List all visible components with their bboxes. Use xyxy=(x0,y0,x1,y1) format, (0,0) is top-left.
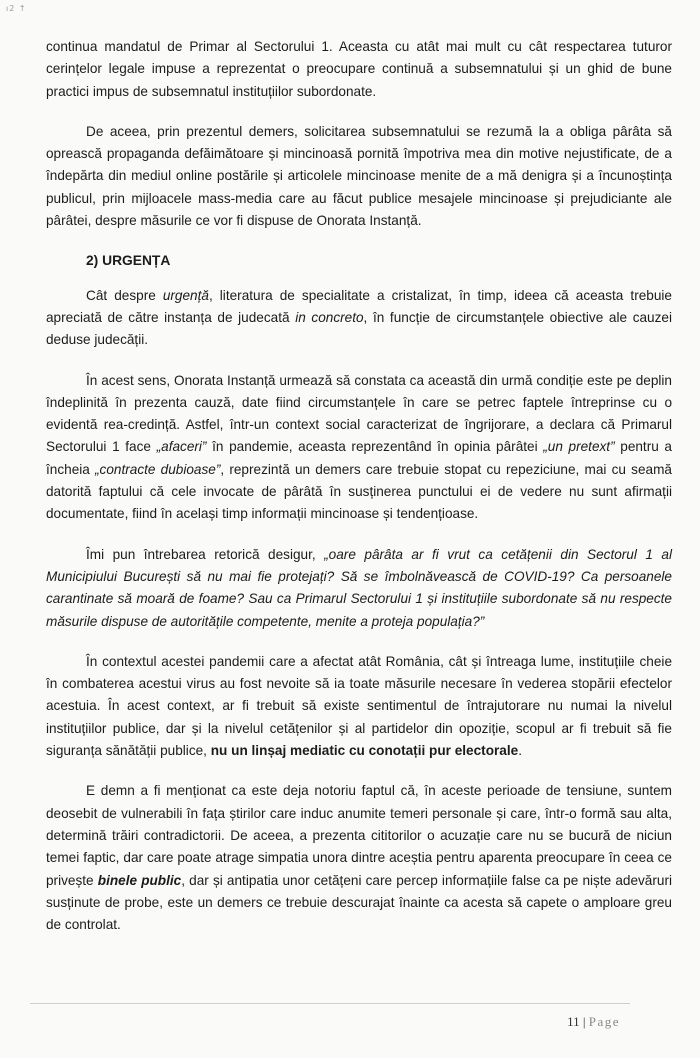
page-number: 11 xyxy=(567,1014,580,1029)
section-heading xyxy=(86,250,672,272)
text-run: , dar și antipatia unor cetățeni care percep informațiile false ca pe niște adevăruri susținute de probe, este un demers ce trebuie descurajat înainte ca acesta să capete o amploare greu de controlat. xyxy=(46,872,673,933)
corner-mark: ı2 ↑ xyxy=(6,4,27,13)
text-run: Cât despre xyxy=(86,287,163,303)
page-separator: | xyxy=(582,1014,586,1029)
emphasized-text: „contracte dubioase” xyxy=(95,461,221,477)
text-run: . xyxy=(518,743,522,759)
paragraph xyxy=(46,285,672,352)
text-run: Îmi pun întrebarea retorică desigur, xyxy=(86,546,325,562)
emphasized-text: „oare pârâta ar fi vrut ca cetățenii din Sectorul 1 al Municipiului București să nu mai fie protejați? Să se îmbolnăvească de COVID-19? Ca persoanele carantinate să moară de foame? Sau ca Primarul Sectorului 1 și instituțiile subordonate să nu respecte măsurile dispuse de autoritățile competente, menite a proteja populația?” xyxy=(46,546,672,629)
emphasized-text: nu un linșaj mediatic cu conotații pur electorale xyxy=(210,743,519,759)
page-label: Page xyxy=(588,1014,620,1029)
text-run: De aceea, prin prezentul demers, solicitarea subsemnatului se rezumă la a obliga pârâta să oprească propaganda defăimătoare și mincinoasă pornită împotriva mea din motive nejustificate, de a îndepărta din mediul online postările și articolele mincinoase menite de a mă denigra și a încunoștința publicul, prin mijloacele mass-media care au făcut publice mesajele mincinoase și prejudiciante ale pârâtei, despre măsurile ce vor fi dispuse de Onorata Instanță. xyxy=(46,123,672,229)
paragraph xyxy=(46,544,672,633)
text-run: continua mandatul de Primar al Sectorului 1. Aceasta cu atât mai mult cu cât respectarea tuturor cerințelor legale impuse a reprezentat o preocupare continuă a subsemnatului și un ghid de bune practici impus de subsemnatul instituțiilor subordonate. xyxy=(46,39,672,99)
text-run: E demn a fi menționat ca este deja notoriu faptul că, în aceste perioade de tensiune, suntem deosebit de vulnerabili în fața știrilor care induc anumite temeri personale și care, într-o formă sau alta, determină trăiri contradictorii. De aceea, a prezenta cititorilor o acuzație care nu se bucură de niciun temei faptic, dar care poate atrage simpatia unora dintre aceștia pentru aparenta preocupare în ceea ce privește xyxy=(46,783,672,888)
paragraph xyxy=(46,651,672,762)
emphasized-text: binele public xyxy=(97,872,182,888)
emphasized-text: urgență xyxy=(162,287,209,303)
text-run: pentru a încheia xyxy=(46,439,672,477)
text-run: 2) URGENȚA xyxy=(86,253,171,269)
emphasized-text: „afaceri” xyxy=(156,439,207,455)
paragraph xyxy=(46,370,672,526)
text-run: , reprezintă un demers care trebuie stopat cu repeziciune, mai cu seamă datorită faptului că cele invocate de pârâtă în susținerea punctului ei de vedere nu sunt afirmații documentate, fiind în același timp informații mincinoase și tendențioase. xyxy=(46,461,672,522)
text-run: În acest sens, Onorata Instanță urmează să constata ca această din urmă condiție este pe deplin îndeplinită în prezenta cauză, date fiind circumstanțele în care se petrec faptele întreprinse cu o evidentă rea-credință. Astfel, într-un context social caracterizat de îngrijorare, a declara că Primarul Sectorului 1 face xyxy=(46,372,672,455)
paragraph xyxy=(46,36,672,103)
page-footer xyxy=(567,1014,620,1030)
document-body xyxy=(46,36,672,954)
emphasized-text: in concreto xyxy=(295,309,364,325)
text-run: în pandemie, aceasta reprezentând în opinia pârâtei xyxy=(206,439,544,455)
text-run: , în funcție de circumstanțele obiective ale cauzei deduse judecății. xyxy=(46,309,672,348)
emphasized-text: „un pretext” xyxy=(543,439,615,455)
text-run: , literatura de specialitate a cristalizat, în timp, ideea că aceasta trebuie apreciată de către instanța de judecată xyxy=(46,287,672,325)
paragraph xyxy=(46,121,672,232)
paragraph xyxy=(46,780,672,936)
text-run: În contextul acestei pandemii care a afectat atât România, cât și întreaga lume, instituțiile cheie în combaterea acestui virus au fost nevoite să ia toate măsurile necesare în vederea stopării efectelor acestuia. În acest context, ar fi trebuit să existe sentimentul de întrajutorare nu numai la nivelul instituțiilor publice, dar și la nivelul cetățenilor și al partidelor din opoziție, scopul ar fi trebuit să fie siguranța sănătății publice, xyxy=(46,653,672,759)
footer-divider xyxy=(30,1003,630,1004)
